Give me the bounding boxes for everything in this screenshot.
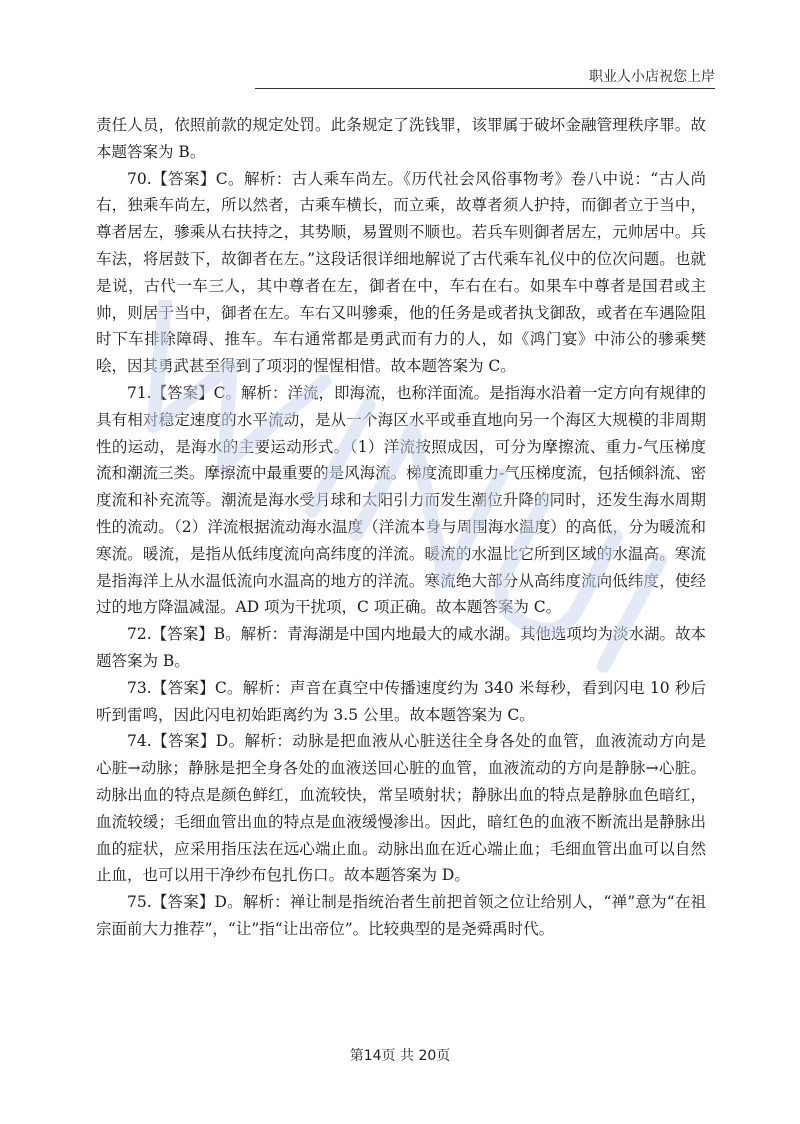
answer-70: 70.【答案】C。解析：古人乘车尚左。《历代社会风俗事物考》卷八中说：“古人尚右，独乘车尚左，所以然者，古乘车横长，而立乘，故尊者须人护持，而御者立于当中，尊者居左，骖乘从右扶持之，其势顺，易置则不顺也。若兵车则御者居左，元帅居中。兵车法，将居鼓下，故御者在左。”这段话很详细地解说了古代乘车礼仪中的位次问题。也就是说，古代一车三人，其中尊者在左，御者在中，车右在右。如果车中尊者是国君或主帅，则居于当中，御者在左。车右又叫骖乘，他的任务是或者执戈御敌，或者在车遇险阻时下车排除障碍、推车。车右通常都是勇武而有力的人，如《鸿门宴》中沛公的骖乘樊哙，因其勇武甚至得到了项羽的惺惺相惜。故本题答案为 C。 — [96, 169, 706, 376]
answer-73: 73.【答案】C。解析：声音在真空中传播速度约为 340 米每秒，看到闪电 10 秒后听到雷鸣，因此闪电初始距离约为 3.5 公里。故本题答案为 C。 — [96, 678, 706, 724]
header-divider — [255, 88, 715, 89]
document-body — [96, 112, 706, 943]
page-number: 第14页 共 20页 — [349, 1048, 451, 1064]
page-header-title: 职业人小店祝您上岸 — [589, 69, 715, 85]
paragraph-continuation: 责任人员，依照前款的规定处罚。此条规定了洗钱罪，该罪属于破坏金融管理秩序罪。故本题答案为 B。 — [96, 116, 706, 161]
answer-75: 75.【答案】D。解析：禅让制是指统治者生前把首领之位让给别人，“禅”意为“在祖宗面前大力推荐”，“让”指“让出帝位”。比较典型的是尧舜禹时代。 — [96, 893, 706, 938]
answer-74: 74.【答案】D。解析：动脉是把血液从心脏送往全身各处的血管，血液流动方向是心脏→动脉；静脉是把全身各处的血液送回心脏的血管，血液流动的方向是静脉→心脏。动脉出血的特点是颜色鲜红，血流较快，常呈喷射状；静脉出血的特点是静脉血色暗红，血流较缓；毛细血管出血的特点是血液缓慢渗出。因此，暗红色的血液不断流出是静脉出血的症状，应采用指压法在远心端止血。动脉出血在近心端止血；毛细血管出血可以自然止血，也可以用干净纱布包扎伤口。故本题答案为 D。 — [96, 732, 706, 885]
answer-71: 71.【答案】C。解析：洋流，即海流，也称洋面流。是指海水沿着一定方向有规律的具有相对稳定速度的水平流动，是从一个海区水平或垂直地向另一个海区大规模的非周期性的运动，是海水的主要运动形式。（1）洋流按照成因，可分为摩擦流、重力-气压梯度流和潮流三类。摩擦流中最重要的是风海流。梯度流即重力-气压梯度流，包括倾斜流、密度流和补充流等。潮流是海水受月球和太阳引力而发生潮位升降的同时，还发生海水周期性的流动。（2）洋流根据流动海水温度（洋流本身与周围海水温度）的高低，分为暖流和寒流。暖流，是指从低纬度流向高纬度的洋流。暖流的水温比它所到区域的水温高。寒流是指海洋上从水温低流向水温高的地方的洋流。寒流绝大部分从高纬度流向低纬度，使经过的地方降温减湿。AD 项为干扰项，C 项正确。故本题答案为 C。 — [96, 383, 707, 617]
answer-72: 72.【答案】B。解析：青海湖是中国内地最大的咸水湖。其他选项均为淡水湖。故本题答案为 B。 — [96, 625, 706, 670]
